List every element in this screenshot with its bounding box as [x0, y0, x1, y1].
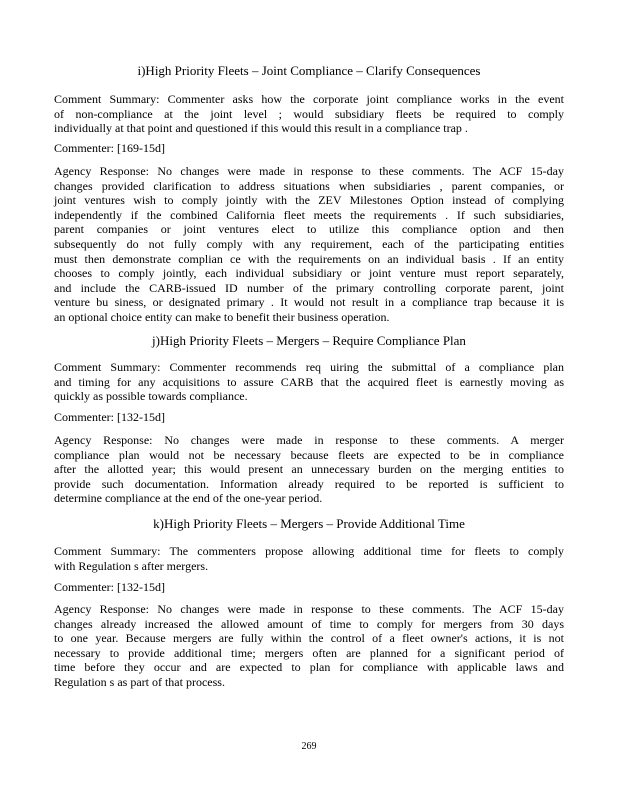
text-line: with Regulation s after mergers.: [54, 558, 209, 573]
comment-summary-k: [54, 544, 564, 573]
text-line: time before they occur and are expected to plan for compliance with applicable laws and: [54, 660, 564, 675]
text-line: after the allotted year; this would present an unnecessary burden on the merging entities to: [54, 462, 564, 477]
text-line: and timing for any acquisitions to assure CARB that the acquired fleet is earnestly moving as: [54, 374, 564, 389]
comment-summary-j: [54, 360, 564, 404]
text-line: Agency Response: No changes were made in response to these comments. The ACF 15-day: [54, 164, 564, 178]
commenter-k: Commenter: [132-15d]: [54, 580, 165, 594]
text-line: Comment Summary: The commenters propose allowing additional time for fleets to comply: [54, 544, 564, 558]
text-line: chooses to comply jointly, each individual subsidiary or joint venture must report separately,: [54, 266, 564, 281]
agency-response-i: [54, 164, 564, 325]
text-line: quickly as possible towards compliance.: [54, 389, 248, 404]
text-line: an optional choice entity can make to benefit their business operation.: [54, 309, 390, 324]
page-number: 269: [301, 741, 317, 752]
text-line: determine compliance at the end of the one-year period.: [54, 491, 323, 506]
text-line: of non-compliance at the joint level ; would subsidiary fleets be required to comply: [54, 106, 564, 121]
comment-summary-i: [54, 92, 564, 136]
text-line: parent companies or joint ventures elect to utilize this compliance option and then: [54, 222, 564, 237]
text-line: changes already increased the allowed amount of time to comply for mergers from 30 days: [54, 616, 564, 631]
section-heading-i: i)High Priority Fleets – Joint Compliance – Clarify Consequences: [137, 63, 481, 78]
text-line: Agency Response: No changes were made in response to these comments. A merger: [54, 433, 564, 447]
text-line: changes provided clarification to address situations when subsidiaries , parent companies, or: [54, 178, 564, 193]
section-heading-j: j)High Priority Fleets – Mergers – Require Compliance Plan: [152, 333, 466, 348]
text-line: independently if the combined California fleet meets the requirements . If such subsidiaries,: [54, 207, 564, 222]
commenter-i: Commenter: [169-15d]: [54, 141, 165, 155]
text-line: compliance plan would not be necessary because fleets are expected to be in compliance: [54, 447, 564, 462]
text-line: Comment Summary: Commenter recommends req uiring the submittal of a compliance plan: [54, 360, 564, 374]
agency-response-k: [54, 602, 564, 690]
text-line: and include the CARB-issued ID number of the primary controlling corporate parent, joint: [54, 280, 564, 295]
agency-response-j: [54, 433, 564, 506]
section-heading-k: k)High Priority Fleets – Mergers – Provide Additional Time: [153, 516, 465, 531]
text-line: subsequently do not fully comply with any requirement, each of the participating entities: [54, 236, 564, 251]
text-line: Regulation s as part of that process.: [54, 674, 225, 689]
text-line: venture bu siness, or designated primary . It would not result in a compliance trap because it is: [54, 295, 564, 310]
text-line: provide such documentation. Information already required to be reported is sufficient to: [54, 476, 564, 491]
text-line: joint ventures wish to comply jointly with the ZEV Milestones Option instead of complying: [54, 193, 564, 208]
text-line: must then demonstrate complian ce with the requirements on an individual basis . If an entity: [54, 251, 564, 266]
commenter-j: Commenter: [132-15d]: [54, 410, 165, 424]
text-line: necessary to provide additional time; mergers often are planned for a significant period of: [54, 645, 564, 660]
text-line: to one year. Because mergers are fully within the control of a fleet owner's actions, it is not: [54, 631, 564, 646]
text-line: Agency Response: No changes were made in response to these comments. The ACF 15-day: [54, 602, 564, 616]
text-line: individually at that point and questioned if this would this result in a compliance trap .: [54, 121, 468, 136]
text-line: Comment Summary: Commenter asks how the corporate joint compliance works in the event: [54, 92, 564, 106]
